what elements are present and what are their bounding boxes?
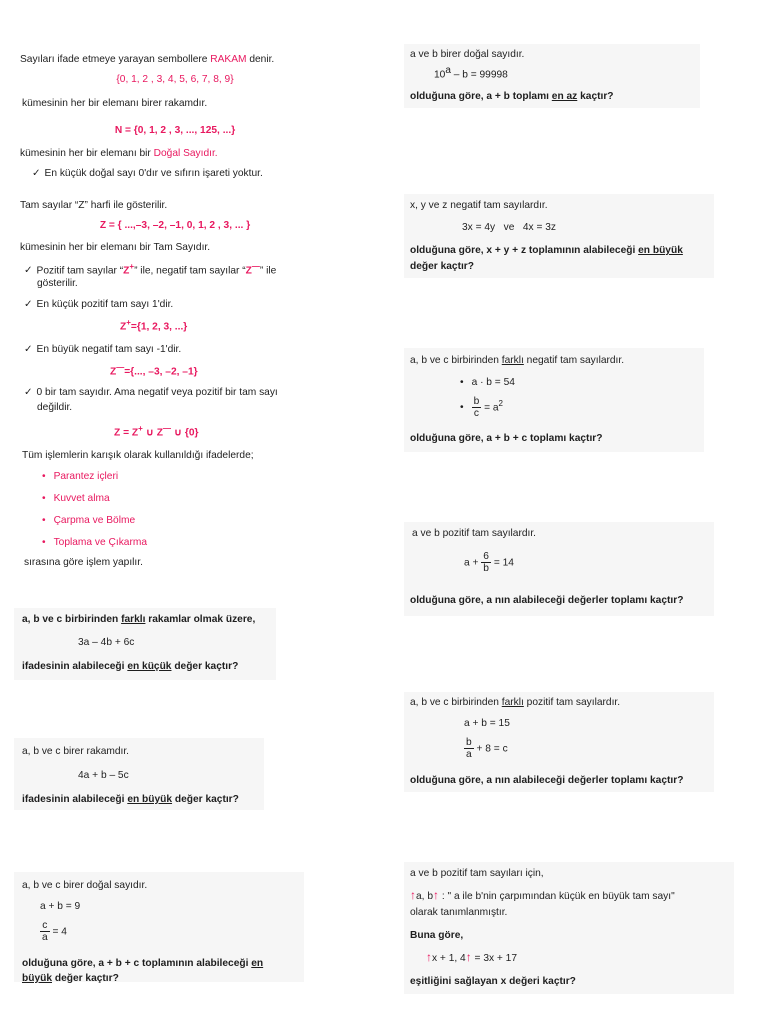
question-3-eq1: a + b = 9 [40, 901, 81, 912]
r-question-4-ask: olduğuna göre, a nın alabileceği değerler toplamı kaçtır? [410, 595, 684, 606]
check-item-largest-negative: ✓ En büyük negatif tam sayı -1'dir. [24, 344, 182, 355]
question-3-line1: a, b ve c birer doğal sayıdır. [22, 880, 148, 891]
check-item-zero-line2: değildir. [37, 402, 73, 413]
check-icon: ✓ [24, 344, 33, 355]
r-question-3-bullet1: • a · b = 54 [460, 377, 515, 388]
r-question-3-line1: a, b ve c birbirinden farklı negatif tam sayılardır. [410, 355, 625, 366]
fraction-b-over-a: $\frac{b}{a}$ [466, 737, 472, 761]
r-question-5-eq2: $\frac{b}{a}$ + 8 = c [466, 737, 508, 761]
check-item-line2: gösterilir. [37, 278, 78, 289]
check-item-smallest-positive: ✓ En küçük pozitif tam sayı 1'dir. [24, 299, 174, 310]
integer-intro: Tam sayılar “Z” harfi ile gösterilir. [20, 200, 168, 211]
bullet-dot-icon: • [42, 471, 46, 482]
minus-superscript: — [251, 262, 260, 271]
check-item-zero: ✓ 0 bir tam sayıdır. Ama negatif veya pozitif bir tam sayı [24, 387, 278, 398]
check-item-positive-negative: ✓ Pozitif tam sayılar “Z+” ile, negatif tam sayılar “Z—” ile [24, 262, 277, 277]
check-icon: ✓ [24, 387, 33, 398]
question-2-line1: a, b ve c birer rakamdır. [22, 746, 130, 757]
r-question-5-line1: a, b ve c birbirinden farklı pozitif tam sayılardır. [410, 697, 621, 708]
integer-caption: kümesinin her bir elemanı bir Tam Sayıdır. [20, 242, 211, 253]
fraction-c-over-a: $\frac{c}{a}$ [42, 920, 48, 944]
question-1-expression: 3a – 4b + 6c [78, 637, 135, 648]
natural-caption: kümesinin her bir elemanı bir Doğal Sayıdır. [20, 148, 218, 159]
check-icon: ✓ [24, 299, 33, 310]
rakam-word: RAKAM [210, 54, 247, 65]
r-question-6-definition-line2: olarak tanımlanmıştır. [410, 907, 508, 918]
operation-item-4: • Toplama ve Çıkarma [42, 537, 147, 548]
up-arrow-icon: ↑ [433, 888, 439, 902]
operations-intro: Tüm işlemlerin karışık olarak kullanıldığı ifadelerde; [22, 450, 254, 461]
r-question-5-ask: olduğuna göre, a nın alabileceği değerler toplamı kaçtır? [410, 775, 684, 786]
r-question-1-ask: olduğuna göre, a + b toplamı en az kaçtır? [410, 91, 614, 102]
operation-item-3: • Çarpma ve Bölme [42, 515, 136, 526]
bullet-dot-icon: • [460, 402, 464, 414]
operation-item-2: • Kuvvet alma [42, 493, 110, 504]
check-icon: ✓ [24, 265, 33, 277]
r-question-2-ask-line1: olduğuna göre, x + y + z toplamının alabileceği en büyük [410, 245, 683, 256]
fraction-6-over-b: $\frac{6}{b}$ [483, 551, 489, 575]
question-1-ask: ifadesinin alabileceği en küçük değer kaçtır? [22, 661, 239, 672]
integer-set: Z = { ...,–3, –2, –1, 0, 1, 2 , 3, ... } [99, 220, 251, 231]
up-arrow-icon: ↑ [465, 950, 472, 964]
bg-panel-r6 [404, 862, 734, 994]
natural-check: ✓ En küçük doğal sayı 0'dır ve sıfırın işareti yoktur. [32, 168, 263, 179]
operations-outro: sırasına göre işlem yapılır. [24, 557, 143, 568]
r-question-3-bullet2: • $\frac{b}{c}$ = $a^2$ [460, 396, 503, 420]
r-question-2-eq: 3x = 4y ve 4x = 3z [462, 222, 557, 233]
bullet-dot-icon: • [42, 493, 46, 504]
plus-superscript: + [129, 262, 135, 271]
fraction-b-over-c: $\frac{b}{c}$ [473, 396, 480, 420]
r-question-1-eq: 10$^a$ – b = 99998 [434, 65, 508, 81]
zminus-set: Z—={..., –3, –2, –1} [110, 363, 198, 378]
rakam-definition: Sayıları ifade etmeye yarayan sembollere RAKAM denir. [20, 54, 275, 65]
bullet-dot-icon: • [42, 537, 46, 548]
operation-item-1: • Parantez içleri [42, 471, 119, 482]
question-3-ask-line1: olduğuna göre, a + b + c toplamının alabileceği en [22, 958, 264, 969]
r-question-6-buna: Buna göre, [410, 930, 464, 941]
question-3-ask-line2: büyük değer kaçtır? [22, 973, 119, 984]
up-arrow-icon: ↑ [426, 950, 432, 964]
digit-set: {0, 1, 2 , 3, 4, 5, 6, 7, 8, 9} [116, 74, 234, 85]
r-question-4-eq: a + $\frac{6}{b}$ = 14 [464, 551, 514, 575]
r-question-6-ask: eşitliğini sağlayan x değeri kaçtır? [410, 976, 576, 987]
question-2-ask: ifadesinin alabileceği en büyük değer kaçtır? [22, 794, 239, 805]
r-question-2-line1: x, y ve z negatif tam sayılardır. [410, 200, 548, 211]
r-question-6-line1: a ve b pozitif tam sayıları için, [410, 868, 544, 879]
zplus-set: Z+={1, 2, 3, ...} [120, 318, 188, 333]
natural-set: N = {0, 1, 2 , 3, ..., 125, ...} [114, 125, 236, 136]
question-1-line1: a, b ve c birbirinden farklı rakamlar olmak üzere, [22, 614, 256, 625]
r-question-3-ask: olduğuna göre, a + b + c toplamı kaçtır? [410, 433, 603, 444]
r-question-4-line1: a ve b pozitif tam sayılardır. [412, 528, 537, 539]
bullet-dot-icon: • [460, 377, 464, 388]
r-question-1-line1: a ve b birer doğal sayıdır. [410, 49, 525, 60]
digit-set-caption: kümesinin her bir elemanı birer rakamdır. [22, 98, 208, 109]
up-arrow-icon: ↑ [410, 888, 416, 902]
r-question-6-equation: ↑x + 1, 4↑ = 3x + 17 [426, 950, 518, 964]
check-icon: ✓ [32, 168, 41, 179]
r-question-6-definition: ↑a, b↑ : " a ile b'nin çarpımından küçük en büyük tam sayı" [410, 888, 675, 902]
bullet-dot-icon: • [42, 515, 46, 526]
question-2-expression: 4a + b – 5c [78, 770, 129, 781]
question-3-eq2: $\frac{c}{a}$ = 4 [42, 920, 67, 944]
r-question-2-ask-line2: değer kaçtır? [410, 261, 474, 272]
natural-word: Doğal Sayıdır. [153, 148, 218, 159]
z-union-formula: Z = Z+ ∪ Z— ∪ {0} [114, 424, 199, 439]
r-question-5-eq1: a + b = 15 [464, 718, 510, 729]
